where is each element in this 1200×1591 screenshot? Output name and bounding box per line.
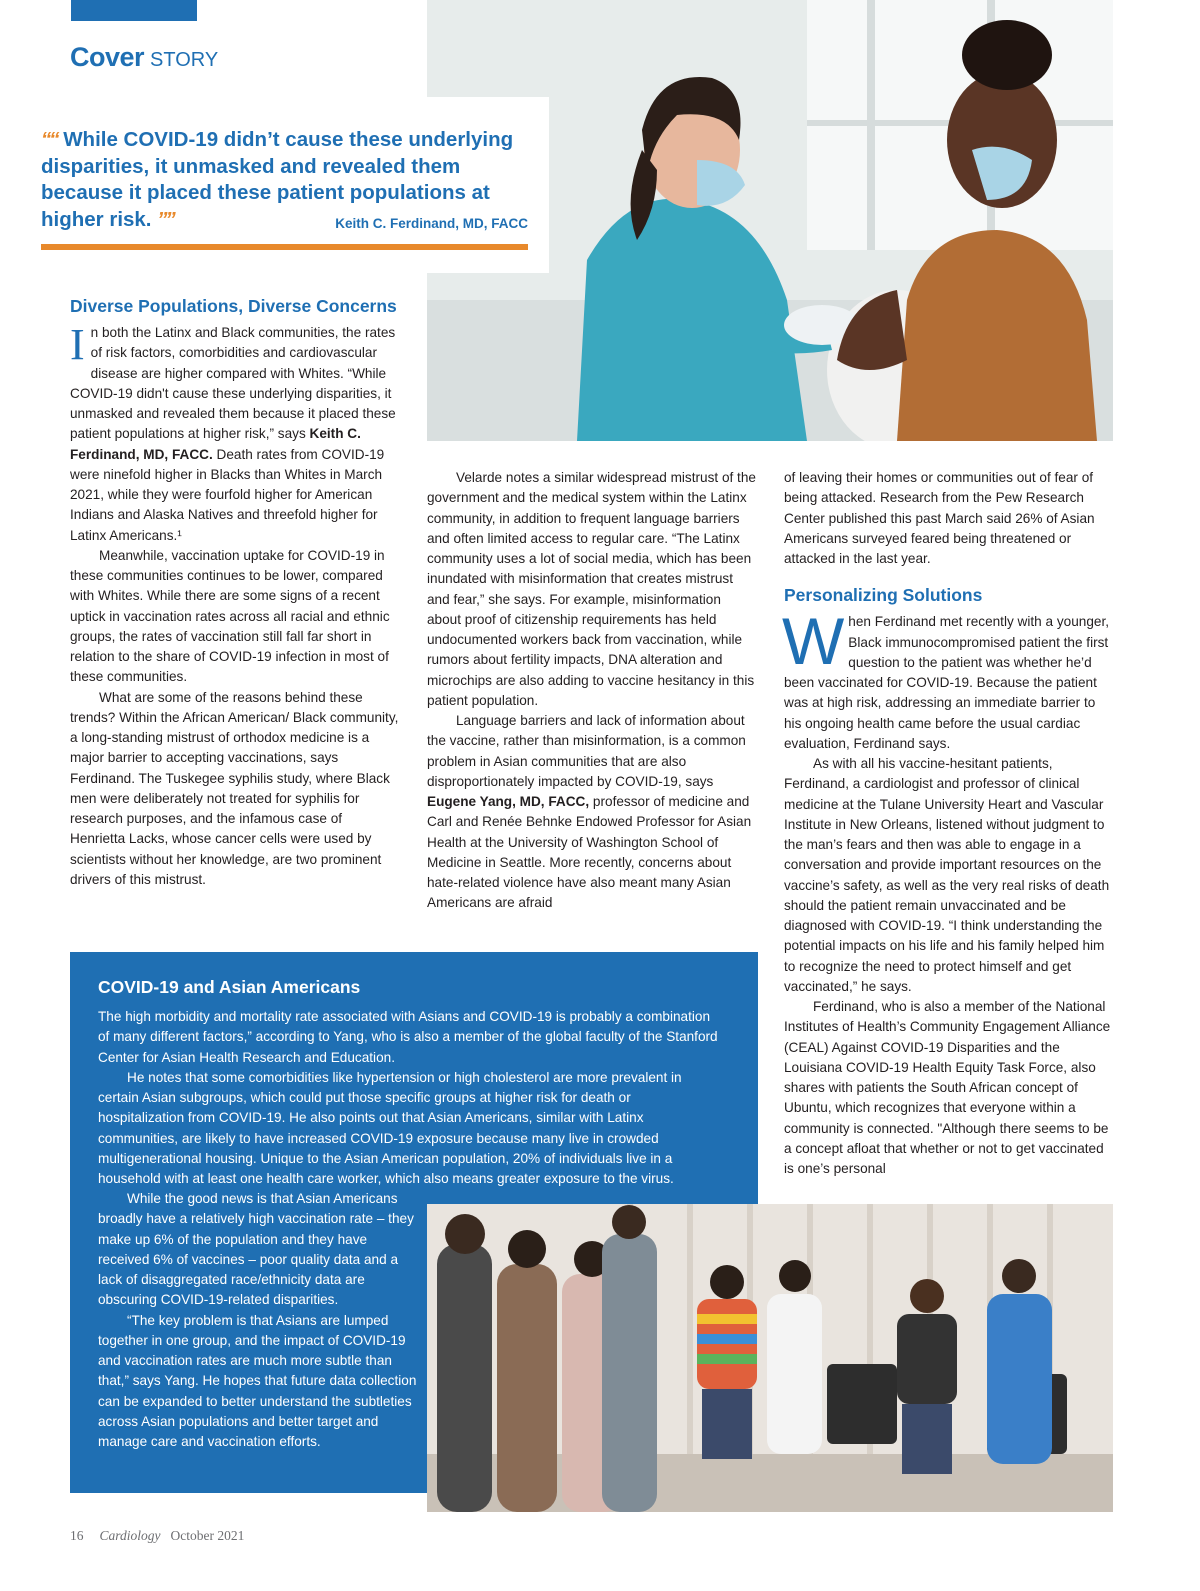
heading-diverse-populations: Diverse Populations, Diverse Concerns [70,296,397,316]
paragraph: As with all his vaccine-hesitant patients, Ferdinand, a cardiologist and professor of clinical medicine at the Tulane University Heart and Vascular Institute in New Orleans, listened without judgment to the man’s fears and then was able to engage in a conversation and provide important resources on the vaccine’s safety, as well as the very real risks of death should the patient remain unvaccinated and be diagnosed with COVID-19. “I think understanding the potential impacts on his life and his family helped him to recognize the need to protect himself and get vaccinated,” he says. [784,756,1110,994]
paragraph: What are some of the reasons behind these trends? Within the African American/ Black community, a long-standing mistrust of orthodox medicine is a major barrier to accepting vaccinations, says Ferdinand. The Tuskegee syphilis study, where Black men were deliberately not treated for syphilis for research purposes, and the infamous case of Henrietta Lacks, whose cancer cells were used by scientists without her knowledge, are two prominent drivers of this mistrust. [70,689,399,887]
paragraph: While the good news is that Asian Americans broadly have a relatively high vaccination rate – they make up 6% of the population and they have received 6% of vaccines – poor quality data and a lack of disaggregated race/ethnicity data are obscuring COVID-19-related disparities. [98,1191,414,1308]
section-label [70,42,218,73]
paragraph-text: Death rates from COVID-19 were ninefold higher in Blacks than Whites in March 2021, while they were fourfold higher for American Indians and Alaska Natives and threefold higher for Latinx Americans.¹ [70,446,385,543]
quote-close-mark: ”” [157,207,174,231]
pull-quote-rule [41,244,528,250]
page-number: 16 [70,1528,84,1543]
paragraph: of leaving their homes or communities out of fear of being attacked. Research from the Pew Research Center published this past March said 26% of Asian Americans surveyed feared being threatened or attacked in the last year. [784,470,1095,566]
heading-personalizing-solutions: Personalizing Solutions [784,585,983,606]
expert-name-ferdinand: Keith C. Ferdinand, MD, FACC. [70,426,361,462]
magazine-name: Cardiology [99,1528,161,1543]
paragraph: Ferdinand, who is also a member of the National Institutes of Health’s Community Engagement Alliance (CEAL) Against COVID-19 Disparities and the Louisiana COVID-19 Health Equity Task Force, also shares with patients the South African concept of Ubuntu, which recognizes that everyone within a community is connected. "Although there seems to be a concept afloat that whether or not to get vaccinated is one’s personal [784,999,1111,1176]
paragraph: The high morbidity and mortality rate associated with Asians and COVID-19 is probably a combination of many different factors,” according to Yang, who is also a member of the global faculty of the Stanford Center for Asian Health Research and Education. [98,1009,718,1065]
page-footer [70,1528,244,1544]
drop-cap: I [70,320,85,369]
paragraph: Meanwhile, vaccination uptake for COVID-19 in these communities continues to be lower, compared with Whites. While there are some signs of a recent uptick in vaccination rates across all racial and ethnic groups, the rates of vaccination still fall far short in relation to the share of COVID-19 infection in most of these communities. [70,547,390,685]
paragraph-text: Language barriers and lack of information about the vaccine, rather than misinformation, is a common problem in Asian communities that are also disproportionately impacted by COVID-19, says [427,713,746,789]
paragraph-text: hen Ferdinand met recently with a younger, Black immunocompromised patient the first question to the patient was whether he’d been vaccinated for COVID-19. Because the patient was at high risk, addressing an immediate barrier to his ongoing health came before the usual cardiac evaluation, Ferdinand says. [784,614,1109,751]
paragraph [427,711,757,914]
top-color-tab [71,0,197,21]
paragraph-text: n both the Latinx and Black communities, the rates of risk factors, comorbidities and cardiovascular disease are higher compared with Whites. “While COVID-19 didn't cause these underlying disparities, it unmasked and revealed them because it placed these patient populations at higher risk,” says [70,325,396,442]
expert-name-yang: Eugene Yang, MD, FACC, [427,794,590,809]
sidebar-body-bottom [98,1189,418,1452]
article-column-1 [70,295,400,890]
paragraph: “The key problem is that Asians are lumped together in one group, and the impact of COVID-19 and vaccination rates are much more subtle than that,” says Yang. He hopes that future data collection can be expanded to better understand the subtleties across Asian populations and better target and manage care and vaccination efforts. [98,1312,417,1449]
pull-quote-text: While COVID-19 didn’t cause these underlying disparities, it unmasked and revealed them because it placed these patient populations at higher risk. [41,128,514,231]
paragraph: He notes that some comorbidities like hypertension or high cholesterol are more prevalent in certain Asian subgroups, which could put those specific groups at higher risk for death or hospitalization from COVID-19. He also points out that Asian Americans, similar with Latinx communities, are likely to have increased COVID-19 exposure because many live in crowded multigenerational housing. Unique to the Asian American population, 20% of individuals live in a household with at least one health care worker, which also means greater exposure to the virus. [98,1069,682,1186]
pull-quote-author: Keith C. Ferdinand, MD, FACC [335,216,528,231]
section-label-bold: Cover [70,42,145,72]
drop-cap: W [782,604,845,679]
paragraph: Velarde notes a similar widespread mistrust of the government and the medical system within the Latinx community, in addition to frequent language barriers and often limited access to regular care. “The Latinx community uses a lot of social media, which has been inundated with misinformation that creates mistrust and fear,” she says. For example, misinformation about proof of citizenship requirements has held undocumented workers back from vaccination, while rumors about fertility impacts, DNA alteration and microchips are also adding to vaccine hesitancy in this patient population. [427,470,756,708]
clinic-photo-illustration [427,1204,1113,1512]
sidebar-body-top [98,1007,718,1189]
paragraph-text: professor of medicine and Carl and Renée Behnke Endowed Professor for Asian Health at the University of Washington School of Medicine in Seattle. More recently, concerns about hate-related violence have also meant many Asian Americans are afraid [427,794,752,911]
clinic-photo-queue [427,1204,1113,1512]
section-label-light: STORY [150,49,219,71]
article-column-2 [427,468,757,914]
paragraph [782,604,1114,754]
issue-date: October 2021 [170,1528,245,1543]
sidebar-title: COVID-19 and Asian Americans [98,977,361,997]
paragraph [70,320,400,546]
article-column-3 [784,468,1114,1179]
quote-open-mark: ““ [41,128,58,151]
